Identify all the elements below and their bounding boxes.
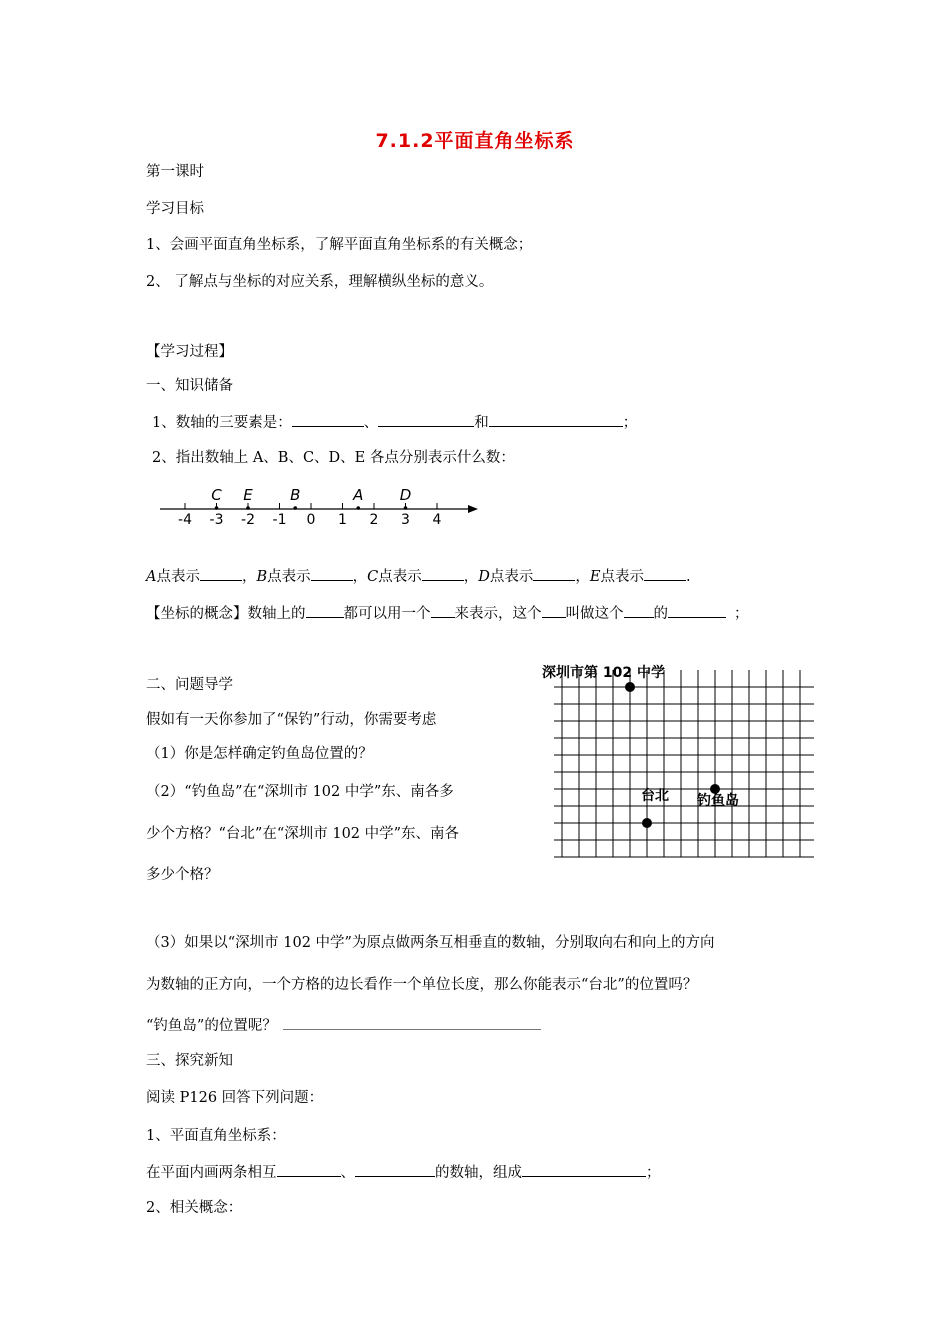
tick-label: -3 [209, 512, 224, 528]
q3-text: “钓鱼岛”的位置呢？ [146, 1018, 277, 1034]
concept-line [146, 603, 749, 624]
concept-text: 叫做这个 [565, 606, 624, 622]
q1-sep: 、 [363, 415, 379, 431]
answers-line [146, 566, 691, 587]
section1-heading: 一、知识储备 [146, 378, 233, 394]
question-2: 2、指出数轴上 A、B、C、D、E 各点分别表示什么数： [152, 450, 515, 466]
arrow-head [468, 505, 478, 513]
objectives-heading: 学习目标 [146, 201, 204, 217]
comma: ， [352, 569, 368, 585]
fill-text: 在平面内画两条相互 [146, 1165, 277, 1181]
comma: ， [463, 569, 479, 585]
answer-blank[interactable] [668, 603, 726, 618]
answer-blank[interactable] [378, 412, 474, 427]
answer-blank[interactable] [311, 566, 353, 581]
answer-blank[interactable] [522, 1162, 646, 1177]
answer-text: 点表示 [489, 569, 534, 585]
point-label: C [211, 486, 222, 504]
point-dot [246, 506, 250, 510]
concept-text: 的 [653, 606, 668, 622]
answer-blank[interactable] [624, 603, 654, 618]
point-dot [404, 506, 408, 510]
tick-label: 2 [369, 512, 379, 528]
lesson-label: 第一课时 [146, 164, 204, 180]
point-b-label: B [256, 569, 268, 585]
concept-text: 都可以用一个 [343, 606, 431, 622]
question-2-2-line1: （2）“钓鱼岛”在“深圳市 102 中学”东、南各多 [146, 784, 454, 800]
point-dot [215, 506, 219, 510]
point-dot [293, 506, 297, 510]
point-label: A [353, 486, 364, 504]
answer-blank[interactable] [431, 603, 455, 618]
question-2-3-line3 [146, 1015, 541, 1036]
number-line [150, 478, 490, 530]
school-point [625, 682, 635, 692]
fill-end: ； [646, 1165, 661, 1181]
item-2: 2、相关概念： [146, 1200, 243, 1216]
answer-blank[interactable] [277, 1162, 341, 1177]
point-label: D [399, 486, 412, 504]
tick-label: 1 [338, 512, 347, 528]
comma: ， [241, 569, 257, 585]
section3-heading: 三、探究新知 [146, 1053, 233, 1069]
point-e-label: E [589, 569, 601, 585]
fill-text: 的数轴，组成 [435, 1165, 522, 1181]
fill-line [146, 1162, 661, 1183]
question-2-1: （1）你是怎样确定钓鱼岛位置的？ [146, 746, 373, 762]
point-dot [356, 506, 360, 510]
answer-text: 点表示 [378, 569, 422, 585]
answer-text: 点表示 [600, 569, 644, 585]
tick-label: 3 [401, 512, 410, 528]
tick-label: -1 [272, 512, 287, 528]
fill-sep: 、 [340, 1165, 355, 1181]
answer-blank[interactable] [489, 412, 623, 427]
answer-blank[interactable] [422, 566, 464, 581]
section2-heading: 二、问题导学 [146, 677, 233, 693]
taibei-point [642, 818, 652, 828]
answer-blank[interactable] [292, 412, 364, 427]
point-d-label: D [478, 569, 490, 585]
q1-end: ； [622, 415, 638, 431]
point-a-label: A [146, 569, 157, 585]
period: . [685, 569, 691, 585]
concept-text: 数轴上的 [247, 606, 306, 622]
answer-blank[interactable] [200, 566, 242, 581]
read-instruction: 阅读 P126 回答下列问题： [146, 1090, 324, 1106]
question-2-3-line2: 为数轴的正方向，一个方格的边长看作一个单位长度，那么你能表示“台北”的位置吗？ [146, 977, 698, 993]
answer-text: 点表示 [156, 569, 200, 585]
point-label: B [290, 486, 301, 504]
concept-label: 【坐标的概念】 [146, 606, 248, 622]
concept-text: 来表示，这个 [454, 606, 542, 622]
question-2-2-line2: 少个方格？“台北”在“深圳市 102 中学”东、南各 [146, 826, 460, 842]
diaoyu-label: 钓鱼岛 [697, 793, 739, 809]
answer-blank[interactable] [283, 1015, 541, 1030]
taibei-label: 台北 [641, 788, 669, 804]
tick-label: 0 [306, 512, 316, 528]
answer-blank[interactable] [533, 566, 575, 581]
question-1 [152, 412, 637, 433]
answer-blank[interactable] [542, 603, 566, 618]
answer-blank[interactable] [644, 566, 686, 581]
objective-2: 2、 了解点与坐标的对应关系，理解横纵坐标的意义。 [146, 274, 494, 290]
item-1: 1、平面直角坐标系： [146, 1128, 286, 1144]
answer-blank[interactable] [306, 603, 344, 618]
concept-end: ； [734, 606, 749, 622]
question-2-3-line1: （3）如果以“深圳市 102 中学”为原点做两条互相垂直的数轴，分别取向右和向上的方向 [146, 935, 715, 951]
question-2-2-line3: 多少个格？ [146, 867, 219, 883]
process-heading: 【学习过程】 [146, 344, 233, 360]
section2-intro: 假如有一天你参加了“保钓”行动，你需要考虑 [146, 712, 437, 728]
q1-text: 1、数轴的三要素是： [152, 415, 292, 431]
tick-label: -4 [178, 512, 192, 528]
tick-label: -2 [241, 512, 255, 528]
answer-blank[interactable] [355, 1162, 435, 1177]
q1-sep: 和 [474, 415, 489, 431]
answer-text: 点表示 [267, 569, 311, 585]
grid-title: 深圳市第 102 中学 [542, 665, 665, 681]
location-grid [540, 660, 820, 875]
point-c-label: C [367, 569, 379, 585]
page-title: 7.1.2平面直角坐标系 [375, 130, 575, 152]
point-label: E [243, 486, 253, 504]
objective-1: 1、会画平面直角坐标系，了解平面直角坐标系的有关概念； [146, 237, 533, 253]
comma: ， [575, 569, 590, 585]
tick-label: 4 [432, 512, 442, 528]
